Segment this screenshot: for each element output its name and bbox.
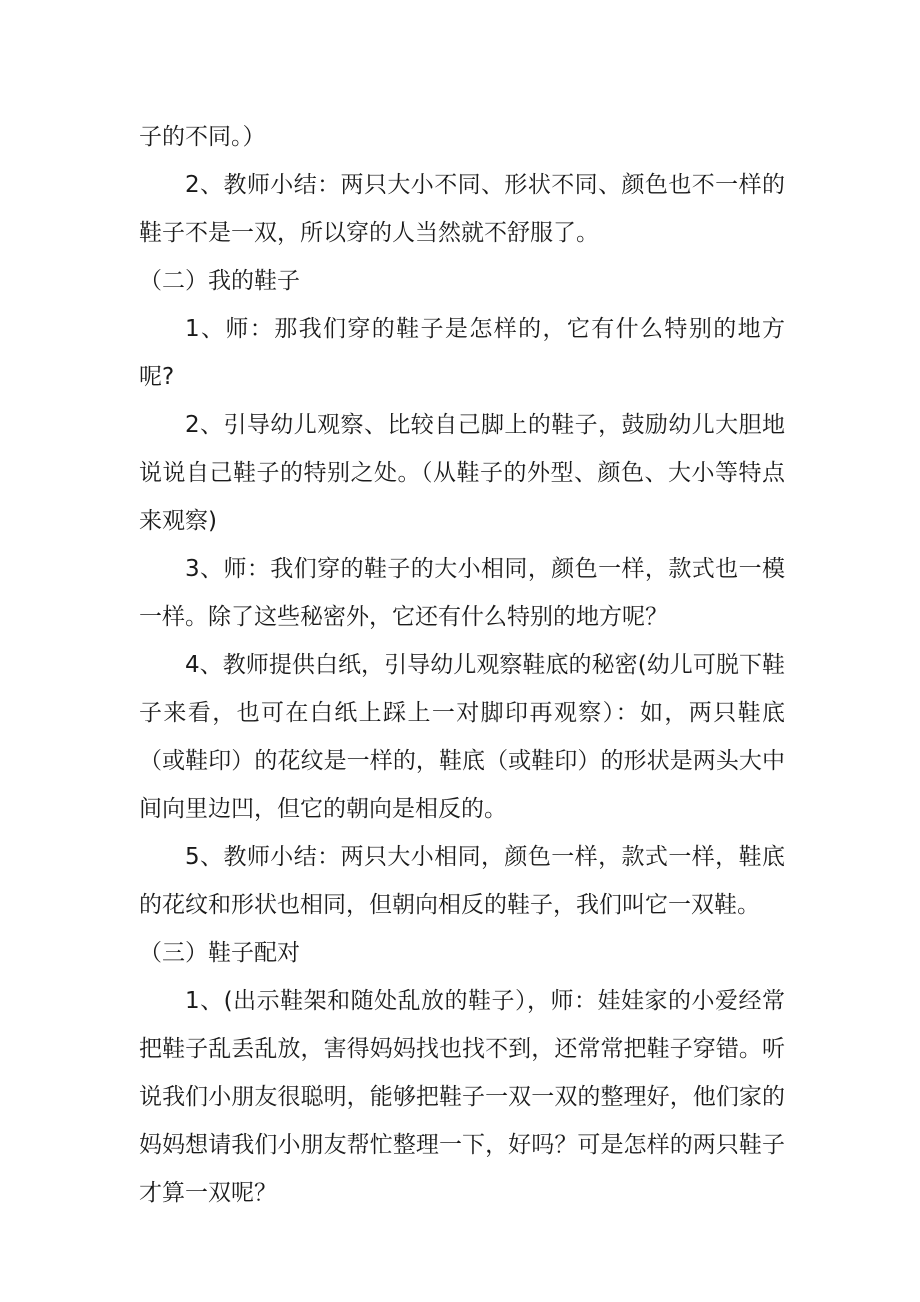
paragraph-guide-observe: 2、引导幼儿观察、比较自己脚上的鞋子，鼓励幼儿大胆地说说自己鞋子的特别之处。（从鞋子的外型、颜色、大小等特点来观察) (139, 412, 785, 534)
paragraph-teacher-question: 1、师：那我们穿的鞋子是怎样的，它有什么特别的地方呢? (139, 316, 785, 390)
paragraph-shoe-rack: 1、(出示鞋架和随处乱放的鞋子），师：娃娃家的小爱经常把鞋子乱丢乱放，害得妈妈找也找不到，还常常把鞋子穿错。听说我们小朋友很聪明，能够把鞋子一双一双的整理好，他们家的妈妈想请我们小朋友帮忙整理一下，好吗？可是怎样的两只鞋子才算一双呢？ (139, 988, 785, 1206)
paragraph-sole-secret: 4、教师提供白纸，引导幼儿观察鞋底的秘密(幼儿可脱下鞋子来看，也可在白纸上踩上一对脚印再观察）：如，两只鞋底（或鞋印）的花纹是一样的，鞋底（或鞋印）的形状是两头大中间向里边凹，但它的朝向是相反的。 (139, 652, 785, 822)
section-heading-my-shoes: （二）我的鞋子 (139, 268, 300, 294)
paragraph-teacher-summary-2: 5、教师小结：两只大小相同，颜色一样，款式一样，鞋底的花纹和形状也相同，但朝向相反的鞋子，我们叫它一双鞋。 (139, 844, 785, 918)
paragraph-teacher-same-shoes: 3、师：我们穿的鞋子的大小相同，颜色一样，款式也一模一样。除了这些秘密外，它还有什么特别的地方呢？ (139, 556, 785, 630)
section-heading-shoe-matching: （三）鞋子配对 (139, 940, 300, 966)
paragraph-teacher-summary-1: 2、教师小结：两只大小不同、形状不同、颜色也不一样的鞋子不是一双，所以穿的人当然就不舒服了。 (139, 172, 785, 246)
paragraph-continuation: 子的不同。） (139, 124, 266, 150)
document-body (139, 113, 785, 1217)
